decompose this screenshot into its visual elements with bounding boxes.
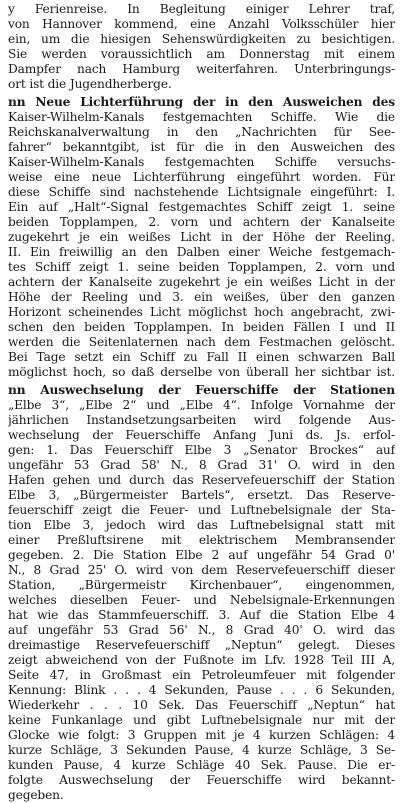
text-line: feuerschiff zeigt die Feuer- und Luftnebelsignale der Sta- <box>8 503 395 517</box>
text-line: Wiederkehr . . . 10 Sek. Das Feuerschiff „Neptun“ hat <box>8 698 395 712</box>
text-line: weise eine neue Lichterführung eingeführt worden. Für <box>8 170 395 184</box>
text-line: Bei Tage setzt ein Schiff zu Fall II einen schwarzen Ball <box>8 350 395 364</box>
text-line: folgte Auswechselung der Feuerschiffe wird bekannt- <box>8 773 395 787</box>
article-feuerschiffe <box>8 383 395 803</box>
text-line: hat wie das Stammfeuerschiff. 3. Auf die Station Elbe 4 <box>8 608 395 622</box>
text-line: Glocke wie folgt: 3 Gruppen mit je 4 kurzen Schlägen: 4 <box>8 728 395 742</box>
text-line: jährlichen Instandsetzungsarbeiten wird folgende Aus- <box>8 413 395 427</box>
headline-line: nn Auswechselung der Feuerschiffe der Stationen <box>8 383 395 397</box>
text-line: schen den beiden Topplampen. In beiden Fällen I und II <box>8 320 395 334</box>
text-line: zugekehrt je ein weißes Licht in der Höhe der Reeling. <box>8 230 395 244</box>
text-line: ort ist die Jugendherberge. <box>8 77 172 91</box>
text-line: werden die Seitenlaternen nach dem Festmachen gelöscht. <box>8 335 395 349</box>
text-line: gen: 1. Das Feuerschiff Elbe 3 „Senator Brockes“ auf <box>8 443 395 457</box>
text-line: welches dieselben Feuer- und Nebelsignale-Erkennungen <box>8 593 395 607</box>
text-line: Kaiser-Wilhelm-Kanals festgemachten Schiffe. Wie die <box>8 110 395 124</box>
text-line: ungefähr 53 Grad 58' N., 8 Grad 31' O. wird in den <box>8 458 395 472</box>
text-line: tion Elbe 3, jedoch wird das Luftnebelsignal statt mit <box>8 518 395 532</box>
text-line: achtern der Kanalseite zugekehrt je ein weißes Licht in der <box>8 275 395 289</box>
text-line: dreimastige Reservefeuerschiff „Neptun“ gelegt. Dieses <box>8 638 395 652</box>
text-line: Horizont scheinendes Licht möglichst hoch angebracht, zwi- <box>8 305 395 319</box>
article-lichterfuehrung <box>8 95 395 380</box>
text-line: kunden Pause, 4 kurze Schläge 40 Sek. Pause. Die er- <box>8 758 395 772</box>
text-line: wechselung der Feuerschiffe Anfang Juni ds. Js. erfol- <box>8 428 395 442</box>
text-line: möglichst hoch, so daß derselbe von überall her sichtbar ist. <box>8 365 395 379</box>
text-line: Hafen gehen und durch das Reservefeuerschiff der Station <box>8 473 395 487</box>
text-line: Ein auf „Halt“-Signal festgemachtes Schiff zeigt 1. seine <box>8 200 395 214</box>
text-line: Kennung: Blink . . . 4 Sekunden, Pause . . . 6 Sekunden, <box>8 683 395 697</box>
text-line: beiden Topplampen, 2. vorn und achtern der Kanalseite <box>8 215 395 229</box>
text-line: diese Schiffe sind nachstehende Lichtsignale eingeführt: I. <box>8 185 395 199</box>
text-line: Höhe der Reeling und 3. ein weißes, über den ganzen <box>8 290 395 304</box>
text-line: Kaiser-Wilhelm-Kanals festgemachten Schiffe versuchs- <box>8 155 395 169</box>
text-line: Station, „Bürgermeistr Kirchenbauer“, eingenommen, <box>8 578 395 592</box>
text-line: II. Ein freiwillig an den Dalben einer Weiche festgemach- <box>8 245 395 259</box>
text-line: von Hannover kommend, eine Anzahl Volksschüler hier <box>8 17 395 31</box>
headline-line: nn Neue Lichterführung der in den Ausweichen des <box>8 95 395 109</box>
text-line: y Ferienreise. In Begleitung einiger Lehrer traf, <box>8 2 395 16</box>
text-line: gegeben. <box>8 788 64 802</box>
text-line: einer Preßluftsirene mit elektrischem Membransender <box>8 533 395 547</box>
text-line: keine Funkanlage und gibt Luftnebelsignale nur mit der <box>8 713 395 727</box>
text-line: Elbe 3, „Bürgermeister Bartels“, ersetzt. Das Reserve- <box>8 488 395 502</box>
text-line: tes Schiff zeigt 1. seine beiden Topplampen, 2. vorn und <box>8 260 395 274</box>
text-line: Dampfer nach Hamburg weiterfahren. Unterbringungs- <box>8 62 395 76</box>
text-line: fahrer“ bekanntgibt, ist für die in den Ausweichen des <box>8 140 395 154</box>
text-line: N., 8 Grad 25' O. wird von dem Reservefeuerschiff dieser <box>8 563 395 577</box>
text-line: ein, um die hiesigen Sehenswürdigkeiten zu besichtigen. <box>8 32 395 46</box>
text-line: gegeben. 2. Die Station Elbe 2 auf ungefähr 54 Grad 0' <box>8 548 395 562</box>
text-line: zeigt abweichend von der Fußnote im Lfv. 1928 Teil III A, <box>8 653 395 667</box>
text-line: Reichskanalverwaltung in den „Nachrichten für See- <box>8 125 395 139</box>
text-line: Seite 47, in Großmast ein Petroleumfeuer mit folgender <box>8 668 395 682</box>
text-line: Sie werden voraussichtlich am Donnerstag mit einem <box>8 47 395 61</box>
article-ferienreise <box>8 2 395 92</box>
text-line: kurze Schläge, 3 Sekunden Pause, 4 kurze Schläge, 3 Se- <box>8 743 395 757</box>
text-line: auf ungefähr 53 Grad 56' N., 8 Grad 40' O. wird das <box>8 623 395 637</box>
text-line: „Elbe 3“, „Elbe 2“ und „Elbe 4“. Infolge Vornahme der <box>8 398 395 412</box>
